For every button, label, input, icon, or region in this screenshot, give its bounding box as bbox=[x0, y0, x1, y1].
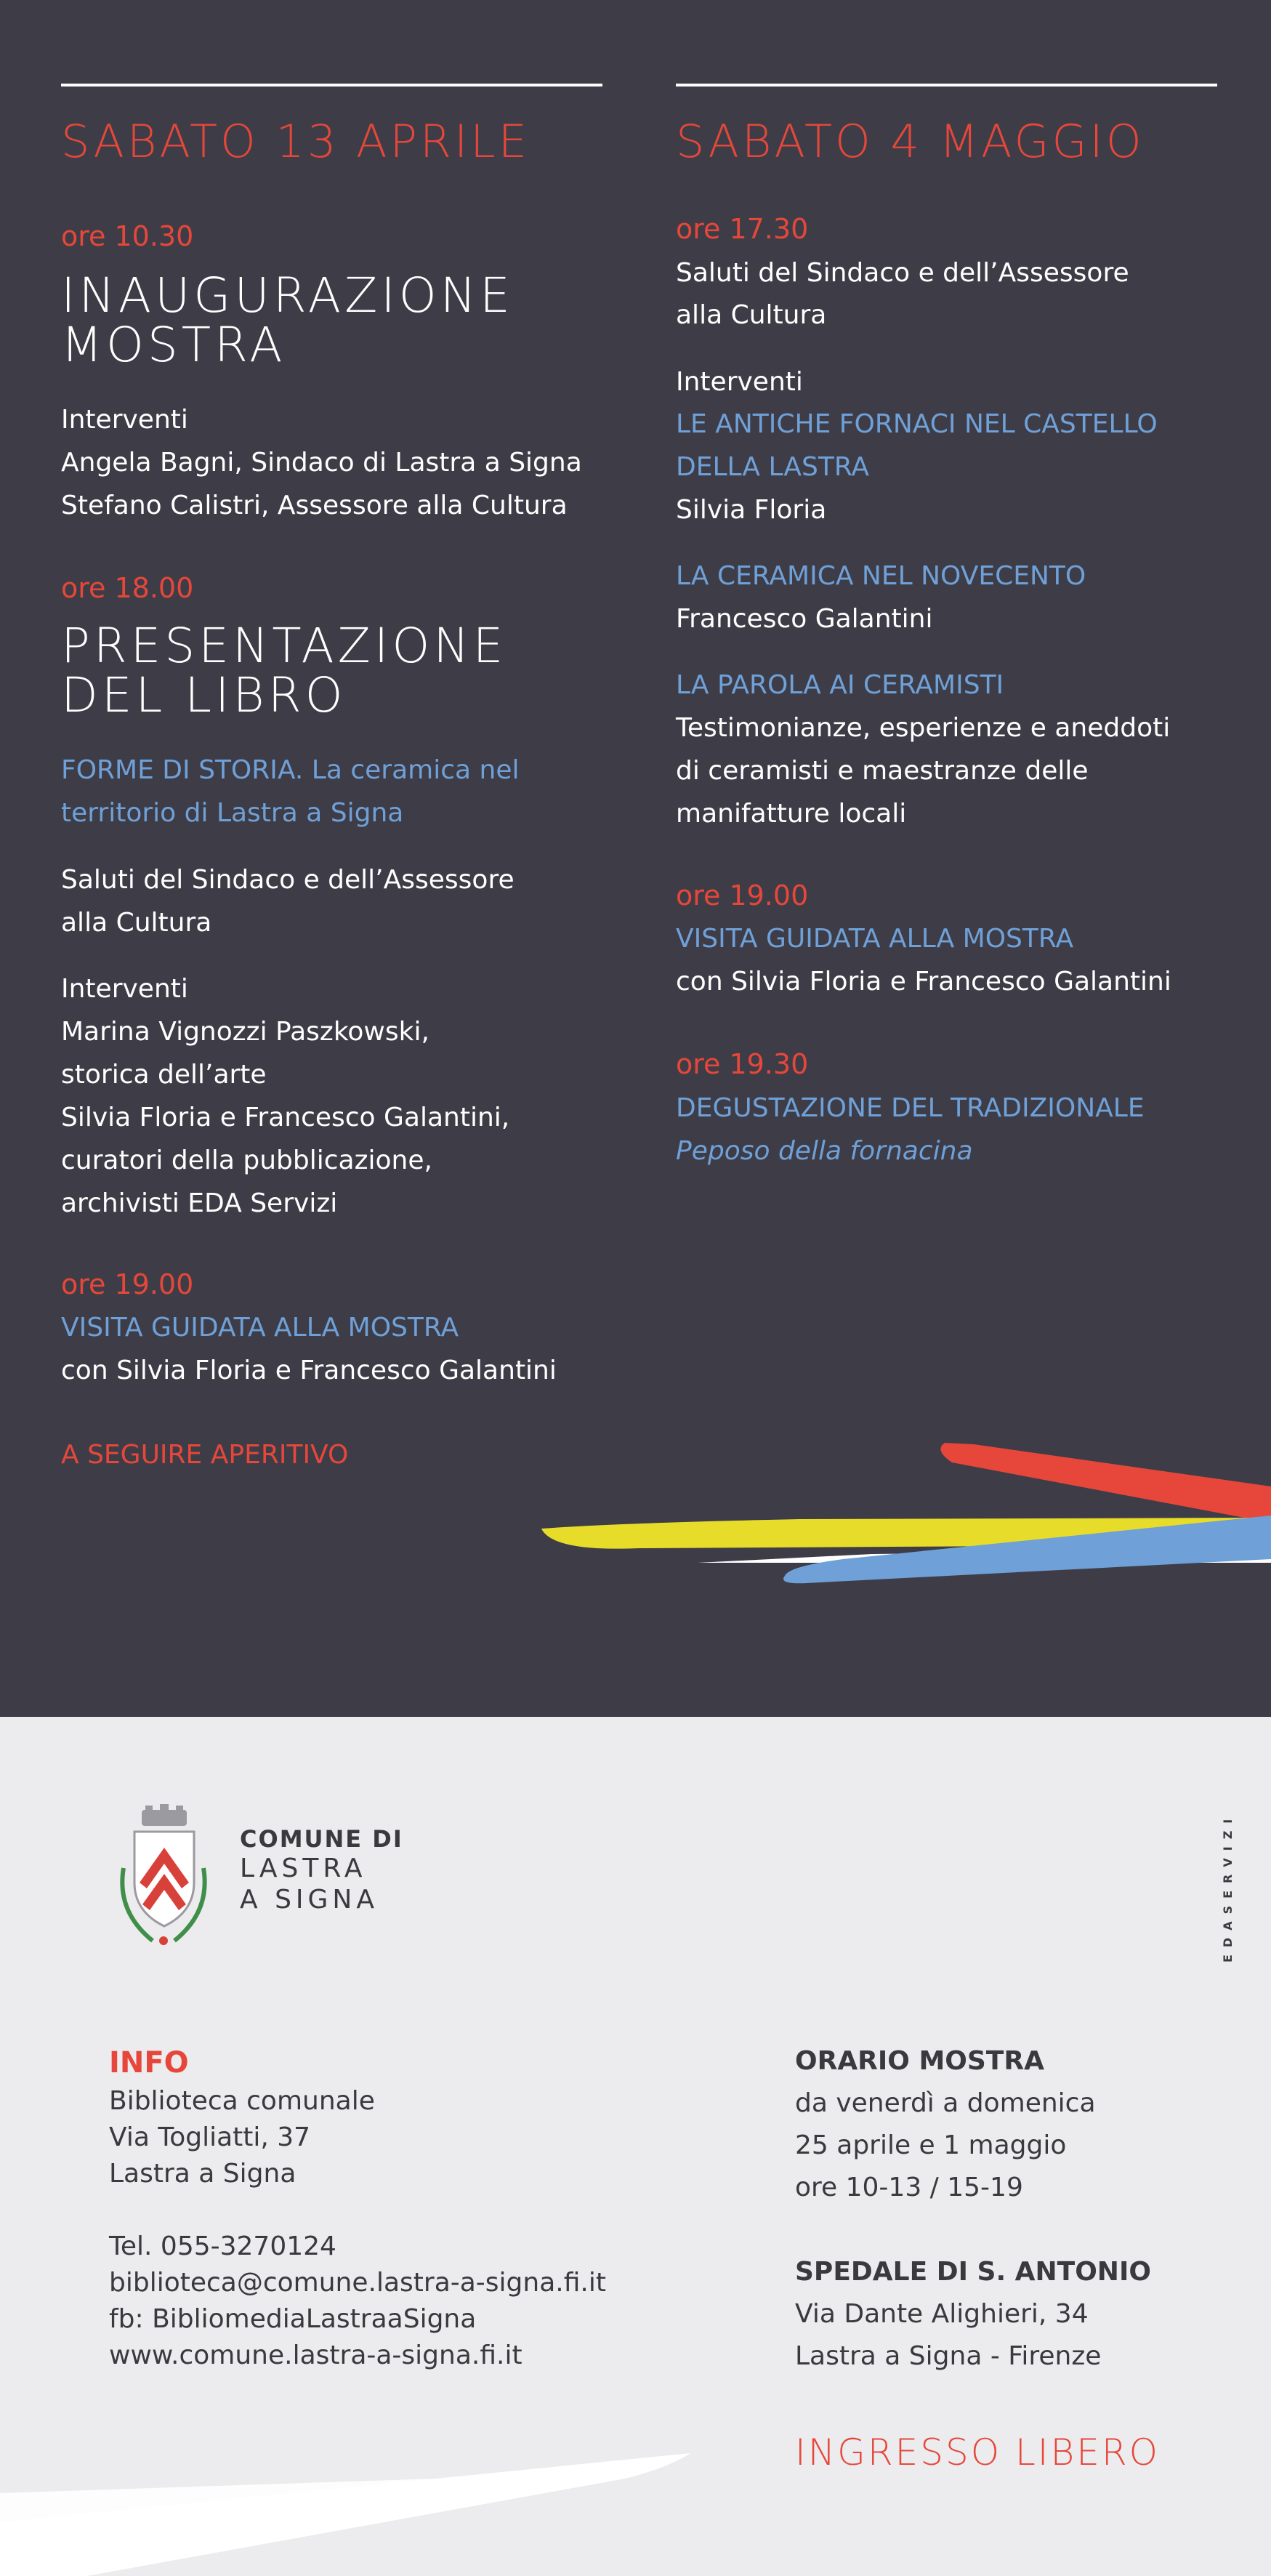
right-talk3-line1: Testimonianze, esperienze e aneddoti bbox=[676, 713, 1171, 743]
eda-servizi-logo: EDASERVIZI bbox=[1221, 1811, 1235, 1963]
left-slot1-time: ore 10.30 bbox=[61, 220, 194, 252]
left-slot3-time: ore 19.00 bbox=[61, 1268, 194, 1300]
right-slot2-with: con Silvia Floria e Francesco Galantini bbox=[676, 967, 1171, 997]
left-speaker-line2: storica dell’arte bbox=[61, 1060, 267, 1090]
left-slot2-time: ore 18.00 bbox=[61, 572, 194, 604]
left-slot3-title: VISITA GUIDATA ALLA MOSTRA bbox=[61, 1313, 459, 1343]
right-top-rule bbox=[676, 84, 1217, 86]
right-talk3: LA PAROLA AI CERAMISTI bbox=[676, 670, 1004, 700]
left-speaker-line3: Silvia Floria e Francesco Galantini, bbox=[61, 1103, 510, 1132]
spedale-line2: Lastra a Signa - Firenze bbox=[795, 2341, 1102, 2371]
right-talk2-speaker: Francesco Galantini bbox=[676, 604, 933, 634]
info-line2: Via Togliatti, 37 bbox=[109, 2122, 311, 2152]
info-line3: Lastra a Signa bbox=[109, 2159, 296, 2189]
right-saluti-1: Saluti del Sindaco e dell’Assessore bbox=[676, 258, 1129, 288]
left-slot2-title-1: PRESENTAZIONE bbox=[61, 618, 507, 674]
right-talk3-line3: manifatture locali bbox=[676, 799, 907, 829]
left-top-rule bbox=[61, 84, 602, 86]
coat-of-arms-icon bbox=[109, 1803, 218, 1955]
info-line1: Biblioteca comunale bbox=[109, 2086, 375, 2116]
left-book-title-1: FORME DI STORIA. La ceramica nel bbox=[61, 755, 520, 785]
right-slot3-subtitle: Peposo della fornacina bbox=[676, 1136, 973, 1166]
info-title: INFO bbox=[109, 2046, 189, 2080]
left-slot3-with: con Silvia Floria e Francesco Galantini bbox=[61, 1356, 557, 1385]
orario-line1: da venerdì a domenica bbox=[795, 2088, 1096, 2118]
right-talk3-line2: di ceramisti e maestranze delle bbox=[676, 756, 1089, 786]
left-slot2-title-2: DEL LIBRO bbox=[61, 667, 347, 723]
spedale-line1: Via Dante Alighieri, 34 bbox=[795, 2299, 1089, 2329]
right-slot2-title: VISITA GUIDATA ALLA MOSTRA bbox=[676, 924, 1074, 954]
left-slot1-title-1: INAUGURAZIONE bbox=[61, 267, 514, 323]
right-talk1-speaker: Silvia Floria bbox=[676, 495, 827, 525]
right-talk2: LA CERAMICA NEL NOVECENTO bbox=[676, 561, 1086, 591]
right-interventi: Interventi bbox=[676, 367, 803, 397]
left-slot1-interventi: Interventi bbox=[61, 405, 188, 435]
right-slot3-time: ore 19.30 bbox=[676, 1048, 809, 1080]
info-fb[interactable]: fb: BibliomediaLastraaSigna bbox=[109, 2304, 477, 2334]
left-slot2-interventi: Interventi bbox=[61, 974, 188, 1004]
orario-line3: ore 10-13 / 15-19 bbox=[795, 2173, 1023, 2202]
orario-line2: 25 aprile e 1 maggio bbox=[795, 2130, 1067, 2160]
left-book-title-2: territorio di Lastra a Signa bbox=[61, 798, 404, 828]
white-brush-stroke bbox=[0, 2435, 727, 2576]
right-saluti-2: alla Cultura bbox=[676, 300, 827, 330]
info-email[interactable]: biblioteca@comune.lastra-a-signa.fi.it bbox=[109, 2268, 606, 2298]
right-talk1-line2: DELLA LASTRA bbox=[676, 452, 870, 482]
spedale-title: SPEDALE DI S. ANTONIO bbox=[795, 2257, 1151, 2287]
info-tel: Tel. 055-3270124 bbox=[109, 2231, 336, 2261]
orario-title: ORARIO MOSTRA bbox=[795, 2046, 1044, 2076]
left-slot1-speaker1: Angela Bagni, Sindaco di Lastra a Signa bbox=[61, 448, 582, 478]
logo-line1: COMUNE DI bbox=[240, 1825, 403, 1853]
ingresso-libero: INGRESSO LIBERO bbox=[795, 2431, 1160, 2474]
left-speaker-line4: curatori della pubblicazione, bbox=[61, 1146, 432, 1175]
left-speaker-line1: Marina Vignozzi Paszkowski, bbox=[61, 1017, 429, 1047]
right-day-title: SABATO 4 MAGGIO bbox=[676, 115, 1145, 168]
right-slot3-title: DEGUSTAZIONE DEL TRADIZIONALE bbox=[676, 1093, 1145, 1123]
logo-line3: A SIGNA bbox=[240, 1885, 379, 1915]
left-slot1-title-2: MOSTRA bbox=[61, 317, 286, 373]
right-talk1-line1: LE ANTICHE FORNACI NEL CASTELLO bbox=[676, 409, 1158, 439]
right-slot1-time: ore 17.30 bbox=[676, 213, 809, 245]
right-slot2-time: ore 19.00 bbox=[676, 880, 809, 911]
left-day-title: SABATO 13 APRILE bbox=[61, 115, 530, 168]
logo-line2: LASTRA bbox=[240, 1853, 367, 1883]
left-slot1-speaker2: Stefano Calistri, Assessore alla Cultura bbox=[61, 491, 568, 520]
red-stroke bbox=[940, 1443, 1271, 1523]
left-saluti-2: alla Cultura bbox=[61, 908, 212, 938]
left-speaker-line5: archivisti EDA Servizi bbox=[61, 1188, 338, 1218]
info-web[interactable]: www.comune.lastra-a-signa.fi.it bbox=[109, 2340, 522, 2370]
left-aperitivo: A SEGUIRE APERITIVO bbox=[61, 1440, 349, 1470]
left-saluti-1: Saluti del Sindaco e dell’Assessore bbox=[61, 865, 515, 895]
